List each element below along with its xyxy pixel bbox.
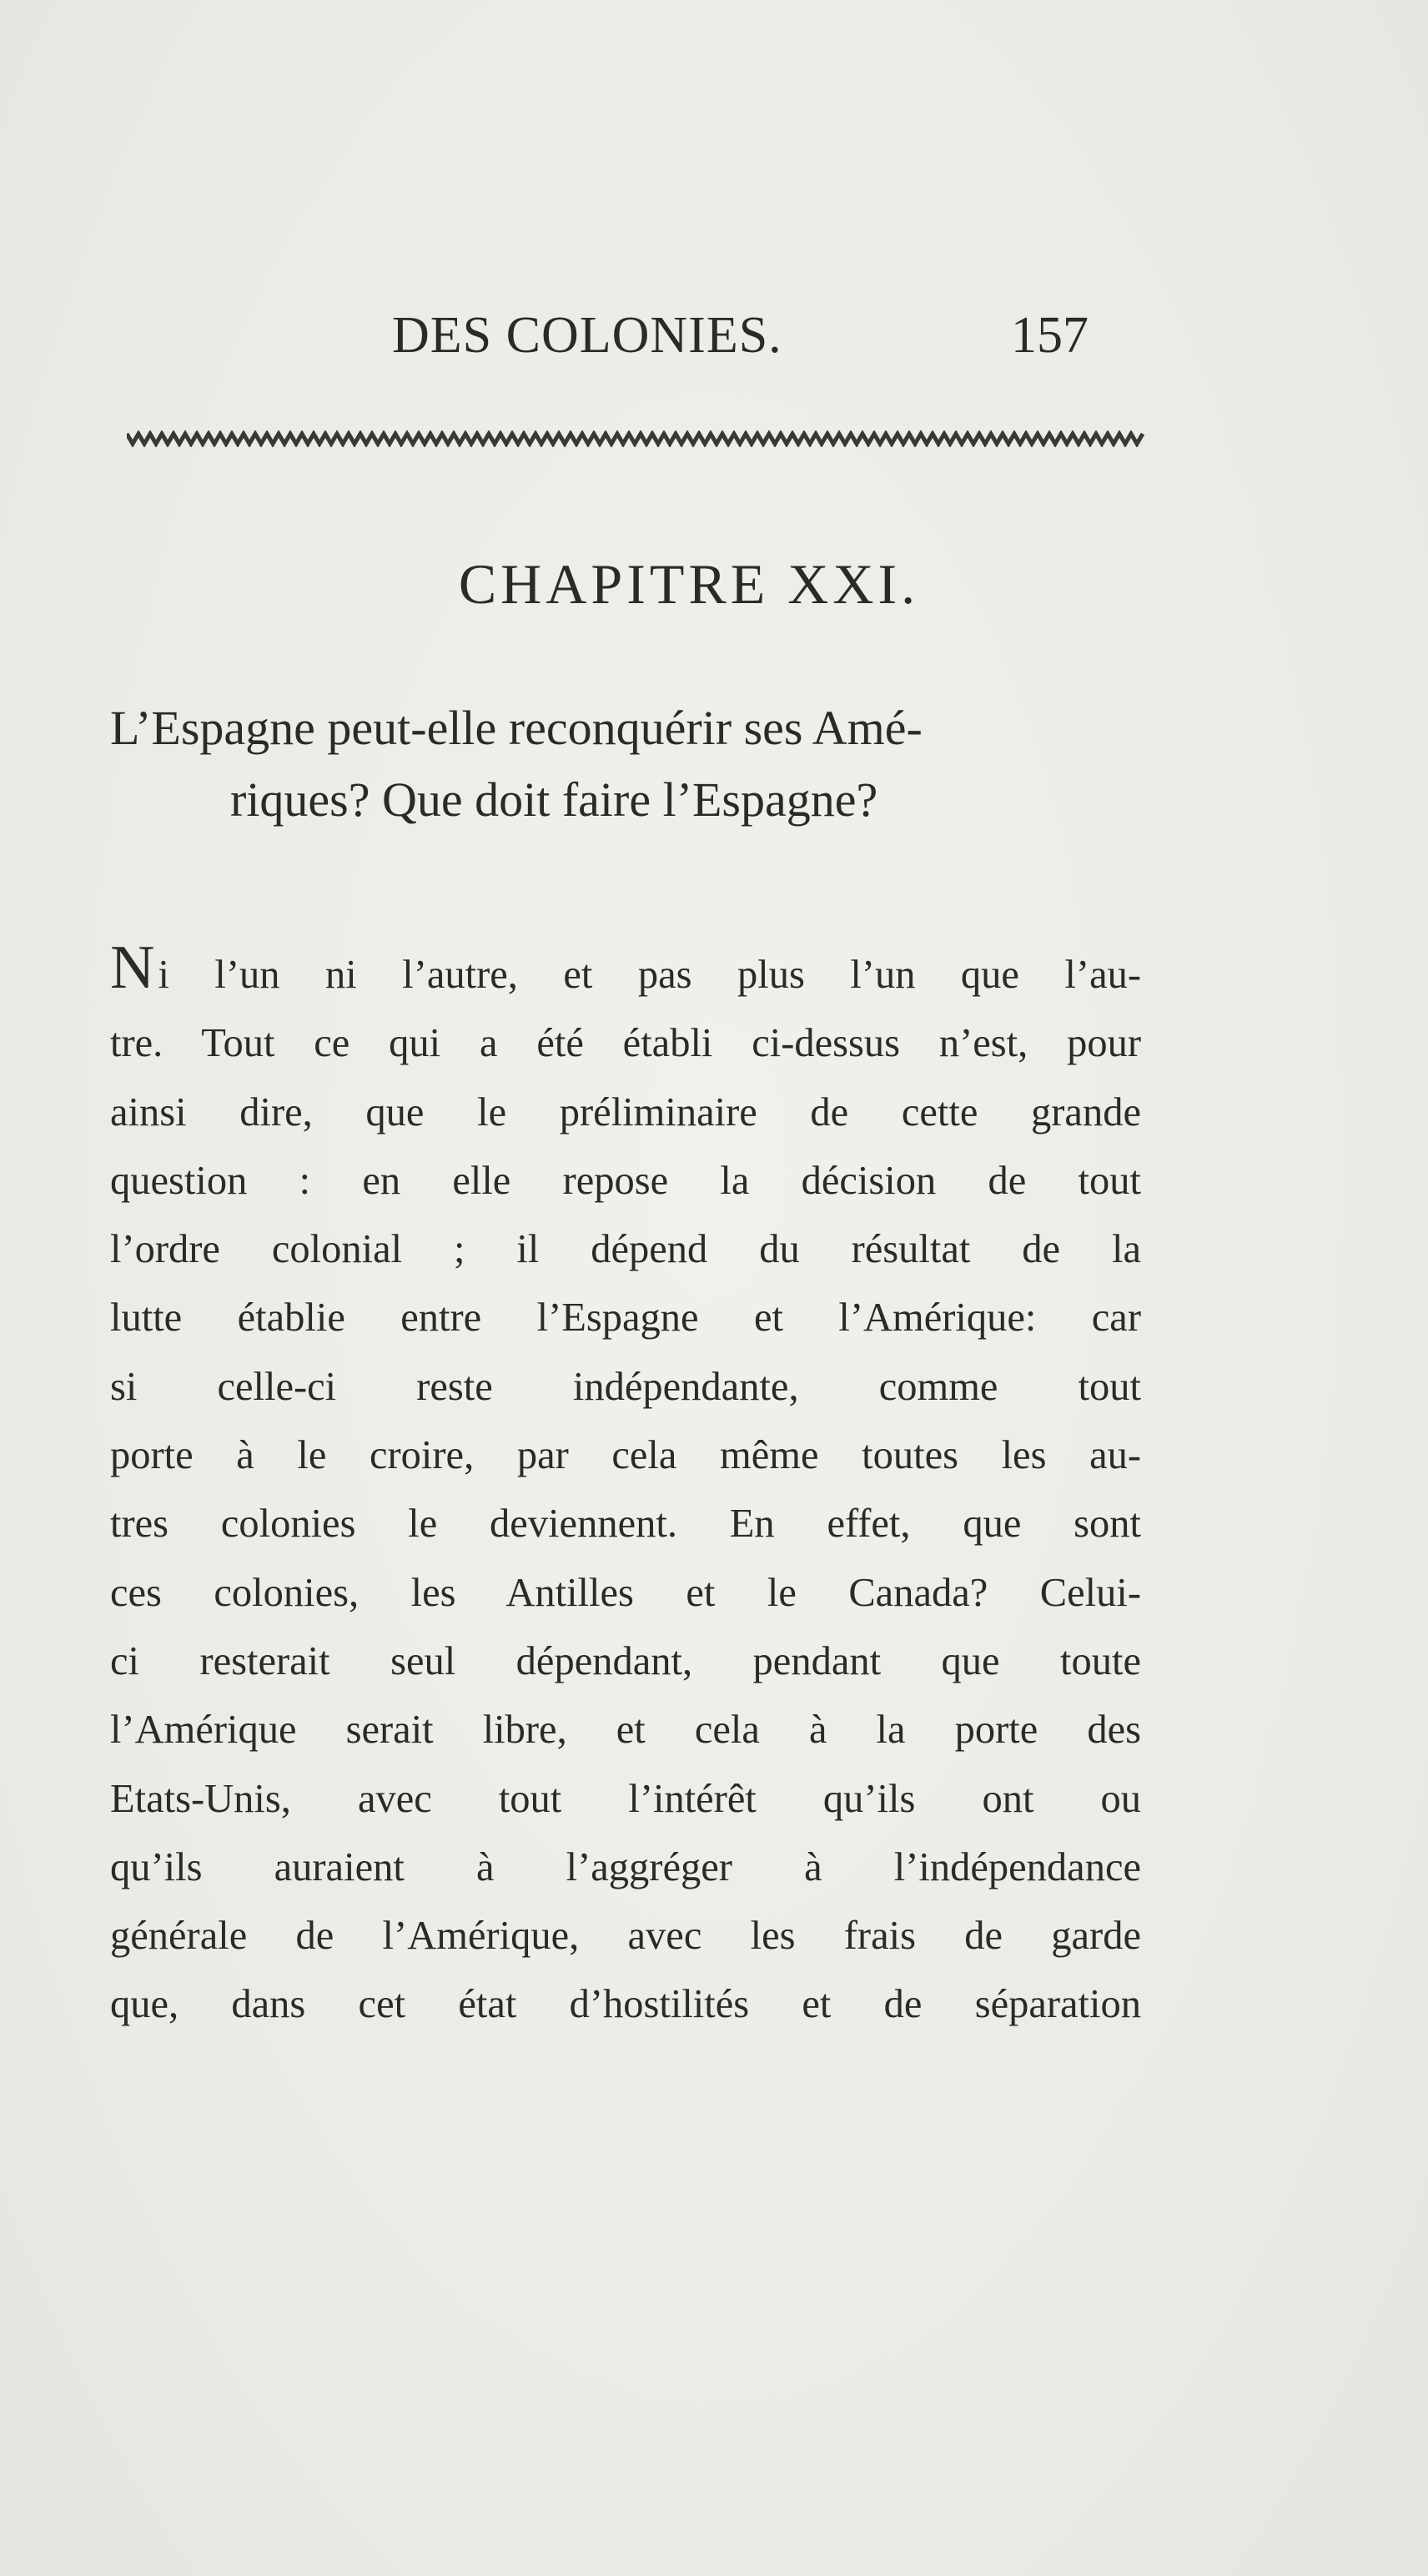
running-head [0, 302, 1428, 369]
chapter-subtitle [110, 692, 1128, 836]
text-line: lutte établie entre l’Espagne et l’Amérique: car [110, 1296, 1141, 1341]
subtitle-line: riques? Que doit faire l’Espagne? [230, 772, 878, 827]
text-line: porte à le croire, par cela même toutes les au- [110, 1433, 1141, 1478]
text-line: l’ordre colonial ; il dépend du résultat de la [110, 1227, 1141, 1272]
running-title: DES COLONIES. [392, 307, 782, 364]
text-line: tres colonies le deviennent. En effet, que sont [110, 1502, 1141, 1547]
text-line: générale de l’Amérique, avec les frais de garde [110, 1914, 1141, 1959]
text-line: l’Amérique serait libre, et cela à la porte des [110, 1708, 1141, 1753]
text-line: ces colonies, les Antilles et le Canada? Celui- [110, 1570, 1141, 1615]
drop-cap: N [110, 933, 155, 1002]
text-line: si celle-ci reste indépendante, comme tout [110, 1364, 1141, 1409]
ornamental-rule [127, 430, 1146, 447]
text-line: tre. Tout ce qui a été établi ci-dessus n’est, pour [110, 1021, 1141, 1066]
chapter-title: CHAPITRE XXI. [458, 552, 920, 616]
page-number: 157 [1011, 307, 1089, 364]
first-line-text: i l’un ni l’autre, et pas plus l’un que l’au- [158, 953, 1141, 997]
body-text [110, 933, 1141, 2040]
text-line: question : en elle repose la décision de tout [110, 1158, 1141, 1203]
text-line: ci resterait seul dépendant, pendant que toute [110, 1638, 1141, 1683]
text-line: Etats-Unis, avec tout l’intérêt qu’ils ont ou [110, 1776, 1141, 1821]
text-line: ainsi dire, que le préliminaire de cette grande [110, 1089, 1141, 1135]
text-line: que, dans cet état d’hostilités et de séparation [110, 1982, 1141, 2027]
text-line [110, 933, 1141, 1009]
subtitle-line: L’Espagne peut-elle reconquérir ses Amé- [110, 701, 923, 755]
text-line: qu’ils auraient à l’aggréger à l’indépendance [110, 1844, 1141, 1889]
